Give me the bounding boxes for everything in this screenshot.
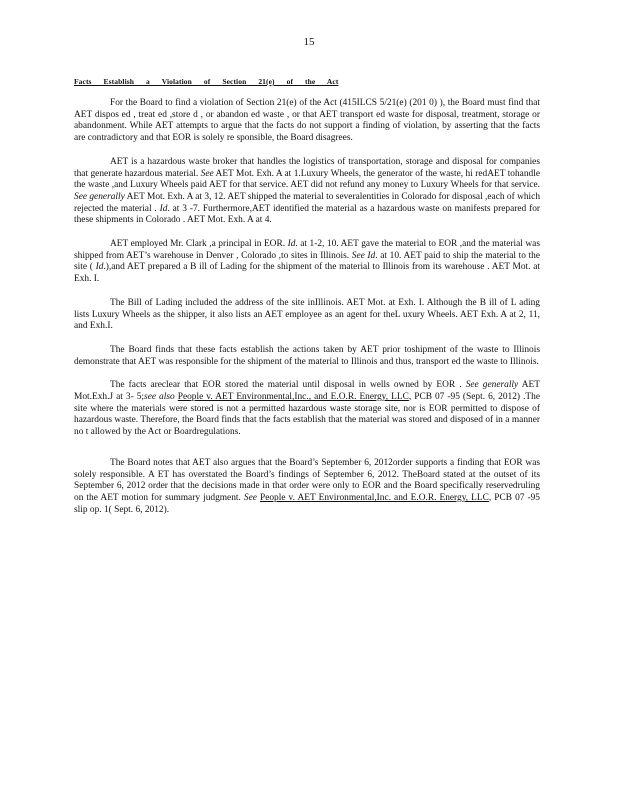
paragraph-text: . at 1-2, 10. AET gave the material to EOR ,and the material was shipped from AET’s warehouse in Denver , Colorado ,to sites in Illinois. <box>74 239 540 261</box>
paragraph-text: . at 10. AET paid to ship the material to the site ( <box>74 250 540 273</box>
paragraph-text: .),and AET prepared a B ill of Lading for the shipment of the material to Illinois from its warehouse . AET Mot. at Exh. I. <box>74 262 540 285</box>
citation-signal: See <box>243 492 257 503</box>
citation-signal: Id <box>95 262 104 273</box>
citation-signal: Id <box>287 239 296 250</box>
paragraph-text: AET is a hazardous waste broker that handles the logistics of transportation, storage and disposal for companies that generate hazardous material. <box>74 156 540 179</box>
paragraph-text: The Board notes that AET also argues that the Board’s September 6, 2012order supports a finding that EOR was solely responsible. A ET has overstated the Board’s findings of September 6, 2012. TheBoard stated at the outset of its September 6, 2012 order that the decisions made in that order were only to EOR and the Board specifically reservedruling on the AET motion for summary judgment. <box>74 457 540 503</box>
document-body <box>74 98 540 528</box>
case-citation: People v. AET Environmental,Inc., and E.O.R. Energy, LLC <box>177 392 409 403</box>
paragraph-text: . at 3 -7. Furthermore,AET identified the material as a hazardous waste on manifests prepared for these shipments in Colorado . AET Mot. Exh. A at 4. <box>74 203 540 226</box>
page-number: 15 <box>303 36 315 48</box>
paragraph-text: The Board finds that these facts establish the actions taken by AET prior toshipment of the waste to Illinois demonstrate that AET was responsible for the shipment of the material to Illinois and thus, transport ed the waste to Illinois. <box>74 344 540 367</box>
paragraph-text: The facts areclear that EOR stored the material until disposal in wells owned by EOR . <box>110 380 466 391</box>
citation-signal: see also <box>144 392 175 403</box>
section-heading: Facts Establish a Violation of Section 21(e) of the Act <box>74 77 339 86</box>
case-citation: People v. AET Environmental,Inc. and E.O.R. Energy, LLC <box>259 492 489 503</box>
paragraph-text: , PCB 07 -95 (Sept. 6, 2012) .The site where the materials were stored is not a permitted hazardous waste storage site, nor is EOR permitted to dispose of hazardous waste. Therefore, the Board finds that the facts establish that the material was stored and disposed of in a manner no t allowed by the Act or Boardregulations. <box>74 392 540 438</box>
citation-signal: See Id <box>351 250 376 261</box>
paragraph-4 <box>74 298 540 333</box>
paragraph-6 <box>74 380 540 439</box>
citation-signal: See generally <box>465 380 519 391</box>
paragraph-text: For the Board to find a violation of Section 21(e) of the Act (415ILCS 5/21(e) (201 0) ), the Board must find that AET dispos ed , treat ed ,store d , or abandon ed waste , or that AET transport ed waste for disposal, treatment, storage or abandonment. While AET attempts to argue that the facts do not support a finding of violation, by asserting that the facts are contradictory and that EOR is solely re sponsible, the Board disagrees. <box>74 98 540 144</box>
citation-signal: See generally <box>74 191 125 202</box>
paragraph-text: The Bill of Lading included the address of the site inIllinois. AET Mot. at Exh. I. Although the B ill of L ading lists Luxury Wheels as the shipper, it also lists an AET employee as an agent for theL uxury Wheels. AET Exh. A at 2, 11, and Exh.I. <box>74 297 540 332</box>
citation-signal: See <box>200 168 214 179</box>
paragraph-text: AET Mot. Exh. A at 3, 12. AET shipped the material to severalentities in Colorado for disposal ,each of which rejected the material . <box>74 191 541 214</box>
paragraph-1 <box>74 98 540 145</box>
paragraph-5 <box>74 345 540 368</box>
paragraph-3 <box>74 239 540 286</box>
paragraph-7 <box>74 458 540 517</box>
citation-signal: Id <box>159 203 168 214</box>
paragraph-text: AET employed Mr. Clark ,a principal in EOR. <box>110 239 288 250</box>
paragraph-text: AET Mot.Exh.J at 3- 5; <box>74 380 540 403</box>
paragraph-2 <box>74 157 540 227</box>
paragraph-text: , PCB 07 -95 slip op. 1( Sept. 6, 2012). <box>74 492 540 515</box>
paragraph-text: AET Mot. Exh. A at 1.Luxury Wheels, the generator of the waste, hi redAET tohandle the waste ,and Luxury Wheels paid AET for that service. AET did not refund any money to Luxury Wheels for that service. <box>74 168 540 191</box>
